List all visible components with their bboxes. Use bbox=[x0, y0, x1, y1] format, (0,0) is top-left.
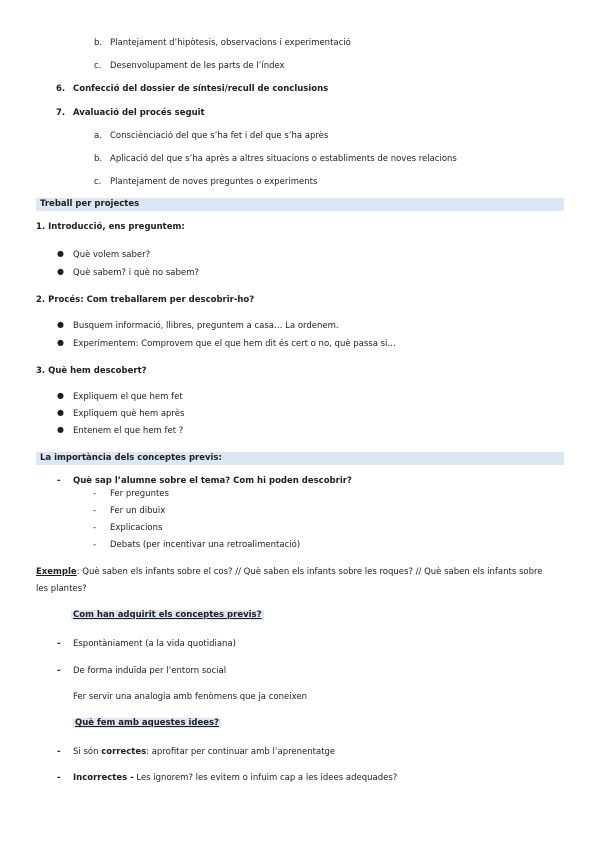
step-text: Confecció del dossier de síntesi/recull de conclusions bbox=[73, 84, 329, 94]
list-item: Busquem informació, llibres, preguntem a casa… La ordenem. bbox=[73, 321, 339, 331]
list-item: Plantejament de noves preguntes o experiments bbox=[110, 177, 318, 187]
dash-marker: - bbox=[57, 639, 61, 649]
step-number: 7. bbox=[56, 108, 66, 118]
subheading-highlight: Què fem amb aquestes idees? bbox=[75, 718, 219, 728]
list-item: Consciènciació del que s’ha fet i del que s’ha après bbox=[110, 131, 329, 141]
dash-marker: - bbox=[57, 476, 61, 486]
section-heading-band bbox=[36, 452, 564, 465]
list-item: Explicacions bbox=[110, 523, 163, 533]
list-item: Espontàniament (a la vida quotidiana) bbox=[73, 639, 236, 649]
bullet-icon: ● bbox=[57, 425, 64, 434]
subheading: 3. Què hem descobert? bbox=[36, 366, 147, 376]
step-number: 6. bbox=[56, 84, 66, 94]
list-item: Expliquem el que hem fet bbox=[73, 392, 183, 402]
idea-rest: Les ignorem? les evitem o infuim cap a les idees adequades? bbox=[133, 773, 398, 783]
dash-marker: - bbox=[57, 747, 61, 757]
list-marker: a. bbox=[94, 131, 102, 141]
subheading: 1. Introducció, ens preguntem: bbox=[36, 222, 185, 232]
bullet-icon: ● bbox=[57, 249, 64, 258]
list-marker: b. bbox=[94, 154, 103, 164]
list-item: De forma induïda per l’entorn social bbox=[73, 666, 227, 676]
idea-keyword: Incorrectes - bbox=[73, 773, 134, 783]
dash-marker: - bbox=[93, 489, 97, 499]
list-marker: c. bbox=[94, 177, 102, 187]
list-marker: c. bbox=[94, 61, 102, 71]
list-item: Aplicació del que s’ha après a altres situacions o establiments de noves relacions bbox=[110, 154, 457, 164]
list-item bbox=[73, 747, 335, 757]
list-item: Expliquem què hem après bbox=[73, 409, 185, 419]
list-item: Què sabem? i què no sabem? bbox=[73, 268, 199, 278]
dash-marker: - bbox=[93, 506, 97, 516]
bullet-icon: ● bbox=[57, 320, 64, 329]
example-text: : Què saben els infants sobre el cos? // Què saben els infants sobre les roques? // Què saben els infants sobre bbox=[76, 567, 543, 577]
example-label: Exemple bbox=[36, 567, 77, 577]
bullet-icon: ● bbox=[57, 391, 64, 400]
step-text: Avaluació del procés seguit bbox=[73, 108, 205, 118]
section-title: La importància dels conceptes previs: bbox=[40, 453, 222, 463]
subheading-highlight: Com han adquirit els conceptes previs? bbox=[73, 610, 262, 620]
list-item: Experimentem: Comprovem que el que hem dit és cert o no, què passa si… bbox=[73, 339, 396, 349]
example-paragraph bbox=[36, 567, 543, 577]
list-item: Desenvolupament de les parts de l’índex bbox=[110, 61, 285, 71]
question-heading: Què sap l’alumne sobre el tema? Com hi poden descobrir? bbox=[73, 476, 352, 486]
idea-rest: : aprofitar per continuar amb l’aprenentatge bbox=[146, 747, 336, 757]
bullet-icon: ● bbox=[57, 338, 64, 347]
section-heading-band bbox=[36, 198, 564, 211]
list-item: Debats (per incentivar una retroalimentació) bbox=[110, 540, 301, 550]
subheading: 2. Procés: Com treballarem per descobrir-ho? bbox=[36, 295, 255, 305]
dash-marker: - bbox=[93, 523, 97, 533]
dash-marker: - bbox=[93, 540, 97, 550]
section-title: Treball per projectes bbox=[40, 199, 140, 209]
dash-marker: - bbox=[57, 666, 61, 676]
list-item: Fer un dibuix bbox=[110, 506, 166, 516]
example-text-continued: les plantes? bbox=[36, 584, 87, 594]
dash-marker: - bbox=[57, 773, 61, 783]
list-item: Què volem saber? bbox=[73, 250, 151, 260]
idea-prefix: Si són bbox=[73, 747, 102, 757]
bullet-icon: ● bbox=[57, 267, 64, 276]
list-marker: b. bbox=[94, 38, 103, 48]
analogy-text: Fer servir una analogia amb fenòmens que ja coneixen bbox=[73, 692, 307, 702]
list-item: Fer preguntes bbox=[110, 489, 169, 499]
bullet-icon: ● bbox=[57, 408, 64, 417]
list-item bbox=[73, 773, 397, 783]
list-item: Plantejament d’hipòtesis, observacions i experimentació bbox=[110, 38, 351, 48]
idea-keyword: correctes bbox=[101, 747, 147, 757]
list-item: Entenem el que hem fet ? bbox=[73, 426, 184, 436]
